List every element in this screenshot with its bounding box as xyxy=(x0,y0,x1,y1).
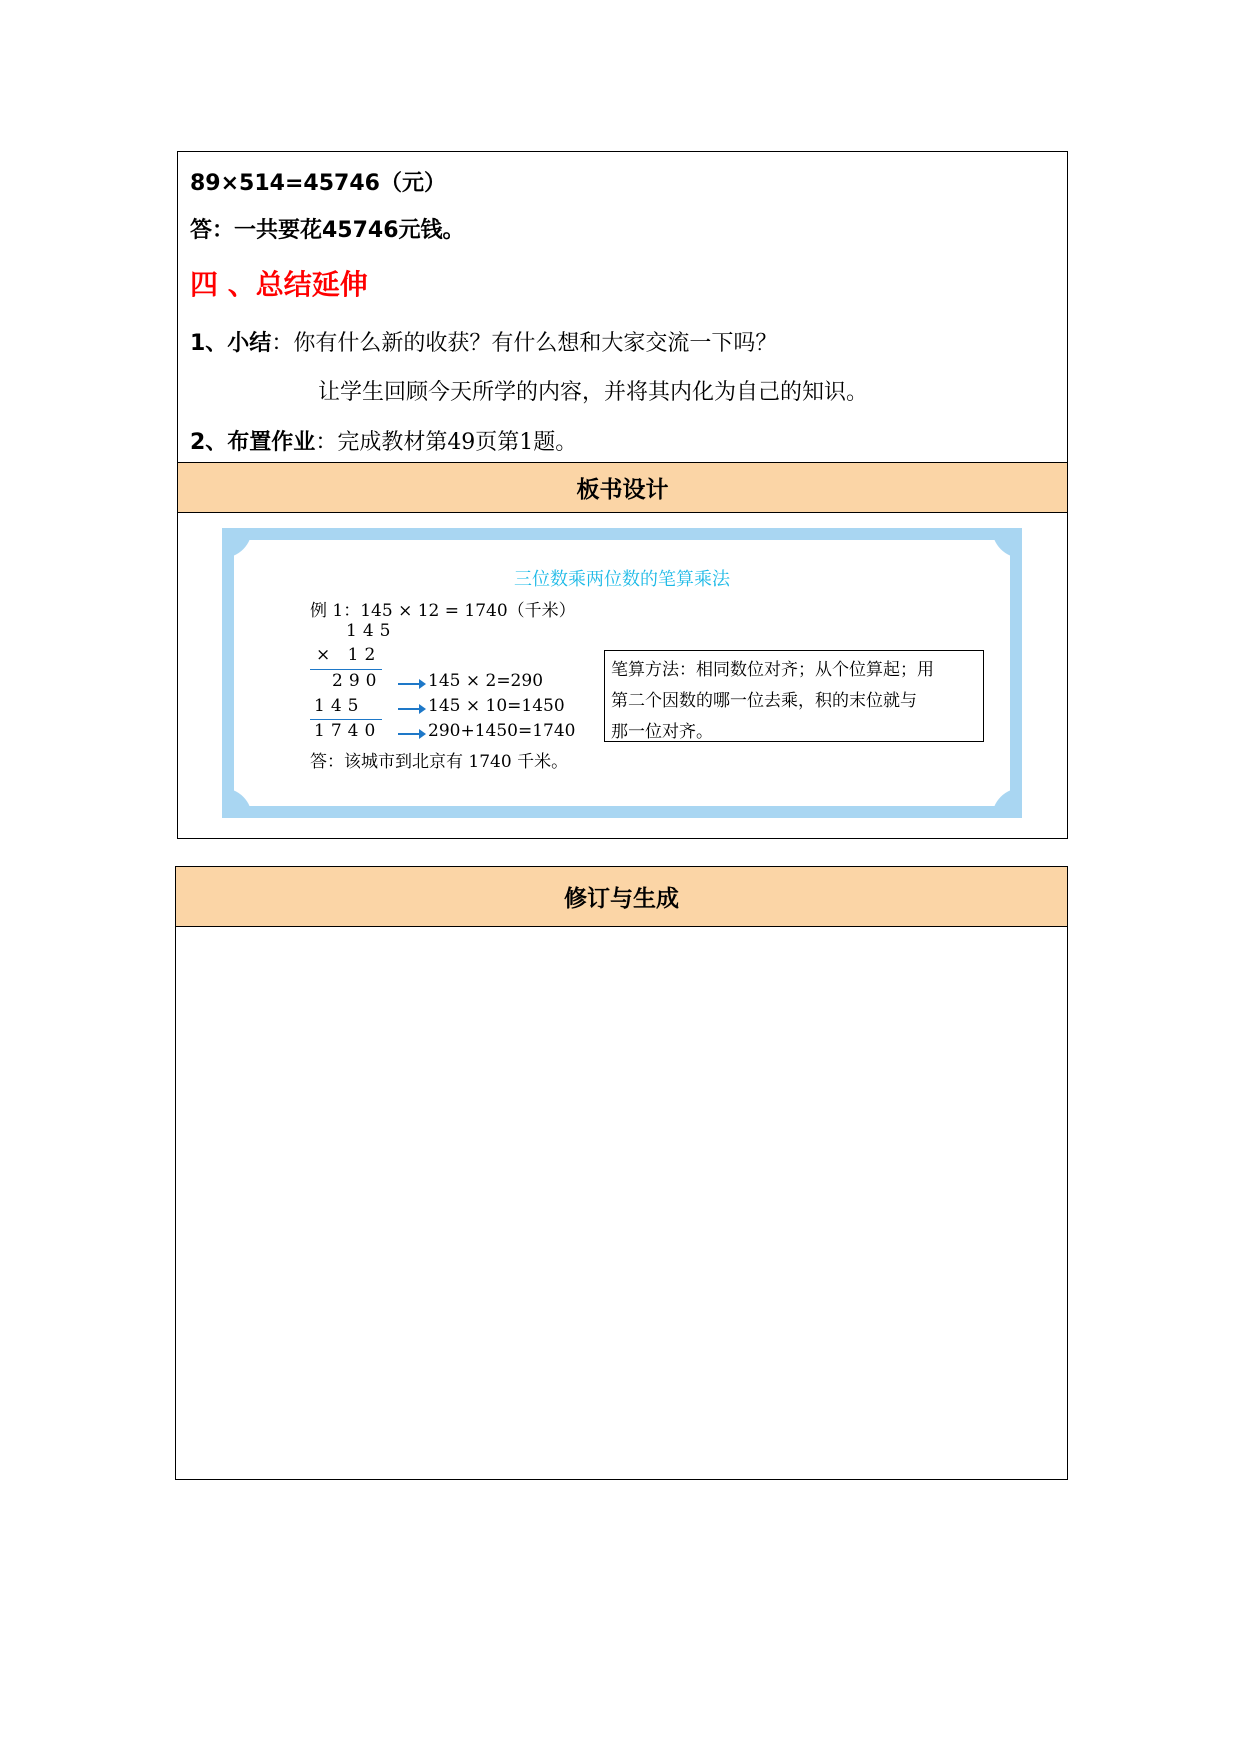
step-line: 145 × 2=290 xyxy=(428,671,544,691)
board-title: 三位数乘两位数的笔算乘法 xyxy=(514,569,730,590)
example-line: 例 1：145 × 12 = 1740（千米） xyxy=(310,601,576,621)
calc-row-multiplicand: 145 xyxy=(346,621,397,641)
calc-row-partial-2: 145 xyxy=(314,696,365,716)
calc-row-product: 1740 xyxy=(314,721,382,741)
corner-decoration xyxy=(222,788,252,818)
corner-decoration xyxy=(222,528,252,558)
arrow-icon xyxy=(398,733,420,735)
calculation-line: 89×514=45746（元） xyxy=(190,171,446,196)
arrow-icon xyxy=(398,708,420,710)
note-line: 那一位对齐。 xyxy=(611,722,713,742)
revision-header: 修订与生成 xyxy=(176,867,1067,927)
arrow-icon xyxy=(398,683,420,685)
note-line: 笔算方法：相同数位对齐；从个位算起；用 xyxy=(611,660,934,680)
summary-label: 1、小结 xyxy=(190,331,272,356)
summary-text: ：你有什么新的收获？有什么想和大家交流一下吗？ xyxy=(271,331,778,356)
calc-row-multiplier: × 12 xyxy=(316,645,382,665)
homework-text: ：完成教材第49页第1题。 xyxy=(315,430,578,455)
method-note-box xyxy=(604,650,984,742)
calc-underline xyxy=(310,669,382,670)
calc-row-partial-1: 290 xyxy=(332,671,383,691)
summary-section xyxy=(178,152,1067,462)
board-answer: 答：该城市到北京有 1740 千米。 xyxy=(310,752,569,772)
blackboard-design-image xyxy=(222,528,1022,818)
step-line: 290+1450=1740 xyxy=(428,721,576,741)
lesson-table xyxy=(177,151,1068,839)
revision-content-area xyxy=(176,927,1067,1479)
homework-label: 2、布置作业 xyxy=(190,430,316,455)
calc-underline xyxy=(310,719,382,720)
board-panel xyxy=(234,540,1010,806)
section-heading: 四 、总结延伸 xyxy=(190,268,368,301)
step-line: 145 × 10=1450 xyxy=(428,696,565,716)
summary-line xyxy=(190,326,777,357)
corner-decoration xyxy=(992,788,1022,818)
summary-detail: 让学生回顾今天所学的内容，并将其内化为自己的知识。 xyxy=(318,380,869,405)
note-line: 第二个因数的哪一位去乘，积的末位就与 xyxy=(611,691,917,711)
revision-table xyxy=(175,866,1068,1480)
answer-line: 答：一共要花45746元钱。 xyxy=(190,218,465,243)
board-design-header: 板书设计 xyxy=(178,462,1067,513)
homework-line xyxy=(190,425,577,456)
corner-decoration xyxy=(992,528,1022,558)
